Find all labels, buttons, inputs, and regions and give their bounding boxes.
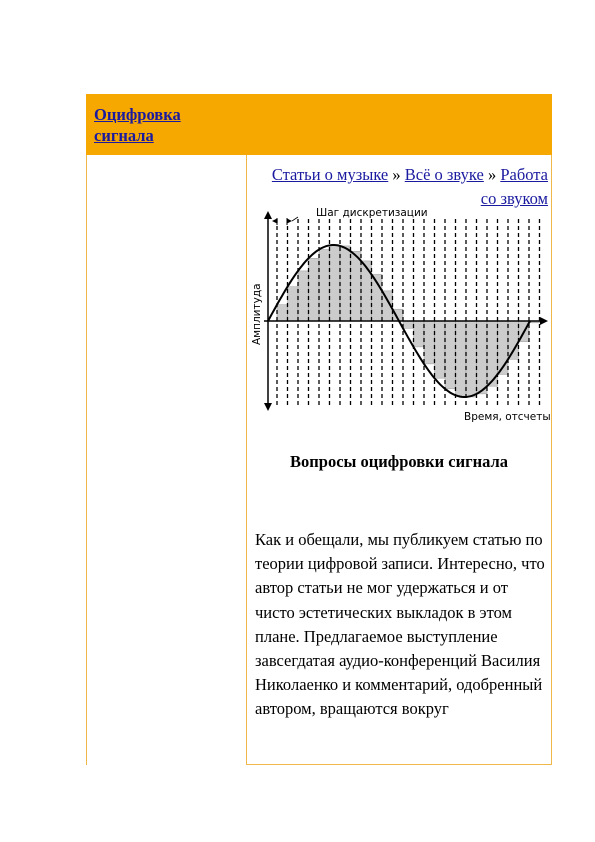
sample-step	[456, 321, 467, 395]
article-body: Как и обещали, мы публикуем статью по теории цифровой записи. Интересно, что автор статьи не мог удержаться и от чисто эстетических выкладок в этом плане. Предлагаемое выступление завсегдатая аудио-конференций Василия Николаенко и комментарий, одобренный автором, вращаются вокруг	[255, 530, 545, 719]
sample-step	[309, 258, 320, 321]
sample-step	[298, 271, 309, 321]
sample-step	[466, 321, 477, 397]
sample-step	[403, 321, 414, 328]
step-marker-lead	[292, 217, 298, 221]
step-marker-arrow-right	[287, 219, 292, 224]
sample-step	[351, 251, 362, 321]
breadcrumb-link-music-articles[interactable]: Статьи о музыке	[271, 165, 389, 184]
breadcrumb	[258, 163, 548, 211]
sample-step	[477, 321, 488, 394]
sample-step	[445, 321, 456, 389]
sample-step	[424, 321, 435, 364]
table-left-border	[86, 155, 87, 765]
breadcrumb-link-about-sound[interactable]: Всё о звуке	[404, 165, 484, 184]
sample-step	[277, 305, 288, 321]
table-bottom-border	[246, 764, 552, 765]
sample-step	[340, 246, 351, 321]
step-label: Шаг дискретизации	[316, 207, 428, 219]
sample-step	[435, 321, 446, 378]
breadcrumb-separator: »	[392, 165, 401, 184]
sample-step	[414, 321, 425, 347]
amplitude-axis-arrow-down	[264, 403, 272, 411]
breadcrumb-separator: »	[487, 165, 497, 184]
amplitude-axis-arrow-up	[264, 211, 272, 219]
time-label: Время, отсчеты	[464, 411, 551, 423]
sample-step	[361, 261, 372, 321]
sample-step	[330, 245, 341, 321]
step-marker-arrow-left	[272, 219, 277, 224]
sample-step	[288, 287, 299, 321]
time-axis-arrow	[540, 317, 548, 325]
sample-step	[319, 250, 330, 321]
article-title: Вопросы оцифровки сигнала	[290, 452, 508, 471]
amplitude-label: Амплитуда	[251, 283, 263, 345]
sample-step	[508, 321, 519, 359]
header-title-link[interactable]: Оцифровка сигнала	[94, 105, 181, 145]
header-bar	[86, 94, 552, 155]
sampling-diagram	[246, 205, 552, 425]
breadcrumb-link-sound-work[interactable]: Работа со звуком	[480, 165, 548, 208]
